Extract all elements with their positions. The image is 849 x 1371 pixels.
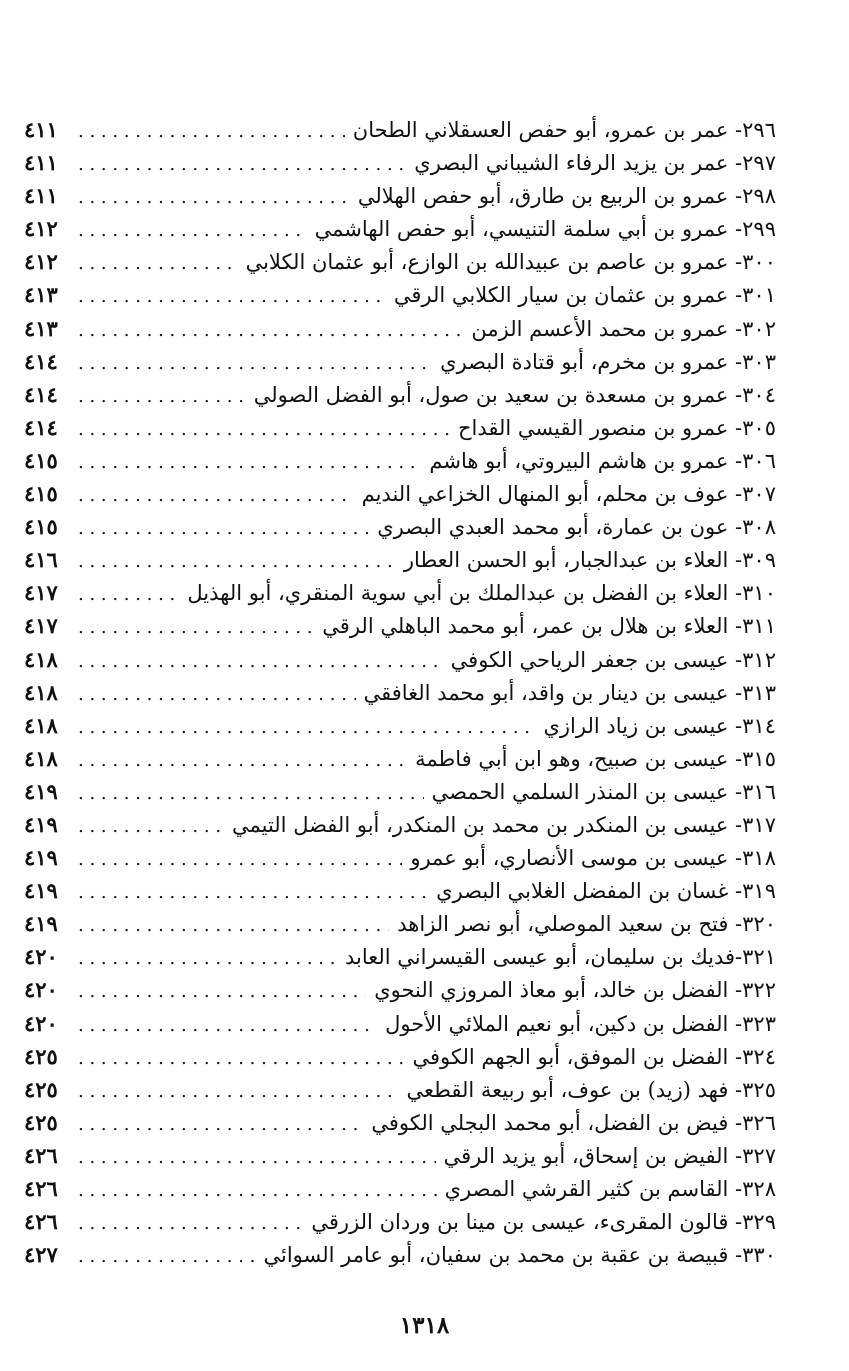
entry-title: ٣١٩- غسان بن المفضل الغلابي البصري — [436, 879, 776, 904]
index-entry — [24, 676, 776, 709]
entry-page-number: ٤٢٠ — [24, 944, 58, 970]
dot-leader — [68, 611, 314, 644]
entry-page-number: ٤١٤ — [24, 348, 58, 374]
index-entry — [24, 775, 776, 808]
index-entry — [24, 841, 776, 874]
entry-page-number: ٤١٨ — [24, 745, 58, 771]
entry-title: ٣١٥- عيسى بن صبيح، وهو ابن أبي فاطمة — [415, 746, 776, 771]
entry-title: ٣٠٥- عمرو بن منصور القيسي القداح — [457, 415, 776, 440]
index-entry — [24, 1172, 776, 1205]
index-entry — [24, 1040, 776, 1073]
entry-title: ٣١٦- عيسى بن المنذر السلمي الحمصي — [431, 779, 776, 804]
dot-leader — [68, 1207, 303, 1240]
dot-leader — [68, 777, 424, 810]
page-number: ١٣١٨ — [399, 1312, 450, 1339]
index-entry — [24, 113, 776, 146]
entry-title: ٣٠١- عمرو بن عثمان بن سيار الكلابي الرقي — [393, 283, 776, 308]
dot-leader — [68, 314, 463, 347]
entry-title: ٣٢١-فديك بن سليمان، أبو عيسى القيسراني العابد — [344, 945, 776, 970]
index-entry — [24, 179, 776, 212]
index-entry — [24, 345, 776, 378]
entry-title: ٣١٧- عيسى بن المنكدر بن محمد بن المنكدر، أبو الفضل التيمي — [231, 812, 776, 837]
entry-title: ٣٠٢- عمرو بن محمد الأعسم الزمن — [471, 316, 776, 341]
entry-page-number: ٤١٩ — [24, 911, 58, 937]
index-entry — [24, 609, 776, 642]
entry-title: ٣١١- العلاء بن هلال بن عمر، أبو محمد الباهلي الرقي — [322, 614, 776, 639]
index-entry — [24, 411, 776, 444]
entry-title: ٢٩٦- عمر بن عمرو، أبو حفص العسقلاني الطحان — [352, 118, 776, 142]
entry-title: ٣٠٠- عمرو بن عاصم بن عبيدالله بن الوازع، أبو عثمان الكلابي — [245, 250, 776, 275]
entry-page-number: ٤١٩ — [24, 811, 58, 837]
index-entry — [24, 477, 776, 510]
entry-page-number: ٤١٥ — [24, 514, 58, 540]
entry-page-number: ٤٢٠ — [24, 1010, 58, 1036]
index-entry — [24, 278, 776, 311]
dot-leader — [68, 942, 337, 975]
entry-page-number: ٤١٤ — [24, 381, 58, 407]
dot-leader — [68, 1042, 404, 1075]
dot-leader — [68, 744, 407, 777]
entry-page-number: ٤١٦ — [24, 547, 58, 573]
index-entry — [24, 1139, 776, 1172]
dot-leader — [68, 247, 238, 280]
entry-page-number: ٤٢٧ — [24, 1242, 58, 1268]
entry-page-number: ٤١٩ — [24, 878, 58, 904]
entry-title: ٣٢٤- الفضل بن الموفق، أبو الجهم الكوفي — [412, 1044, 776, 1069]
dot-leader — [68, 909, 389, 942]
entry-title: ٣٢٣- الفضل بن دكين، أبو نعيم الملائي الأحول — [385, 1011, 776, 1036]
dot-leader — [68, 645, 443, 678]
entry-title: ٣٢٠- فتح بن سعيد الموصلي، أبو نصر الزاهد — [397, 912, 776, 937]
entry-title: ٣٢٩- قالون المقرىء، عيسى بن مينا بن وردان الزرقي — [311, 1210, 776, 1235]
index-entry — [24, 212, 776, 245]
index-entry — [24, 378, 776, 411]
index-entry — [24, 1007, 776, 1040]
index-entry — [24, 709, 776, 742]
dot-leader — [68, 876, 428, 909]
dot-leader — [68, 975, 366, 1008]
entry-page-number: ٤١٩ — [24, 845, 58, 871]
dot-leader — [68, 578, 179, 611]
index-list — [24, 113, 776, 1271]
entry-title: ٢٩٩- عمرو بن أبي سلمة التنيسي، أبو حفص الهاشمي — [314, 217, 776, 242]
dot-leader — [68, 1075, 398, 1108]
entry-page-number: ٤١٨ — [24, 679, 58, 705]
index-entry — [24, 808, 776, 841]
entry-page-number: ٤٢٦ — [24, 1176, 58, 1201]
entry-page-number: ٤١٥ — [24, 481, 58, 507]
dot-leader — [68, 148, 406, 181]
dot-leader — [68, 711, 535, 744]
index-entry — [24, 576, 776, 609]
entry-title: ٣٠٣- عمرو بن مخرم، أبو قتادة البصري — [440, 349, 776, 374]
entry-title: ٣١٠- العلاء بن الفضل بن عبدالملك بن أبي سوية المنقري، أبو الهذيل — [187, 581, 776, 606]
entry-title: ٣٢٨- القاسم بن كثير القرشي المصري — [444, 1177, 776, 1201]
entry-page-number: ٤١٢ — [24, 216, 58, 242]
entry-page-number: ٤١٧ — [24, 580, 58, 606]
entry-page-number: ٤١٨ — [24, 712, 58, 738]
entry-page-number: ٤٢٥ — [24, 1043, 58, 1069]
entry-page-number: ٤٢٦ — [24, 1209, 58, 1235]
dot-leader — [68, 545, 396, 578]
entry-page-number: ٤٢٦ — [24, 1142, 58, 1168]
dot-leader — [68, 479, 354, 512]
dot-leader — [68, 115, 345, 148]
dot-leader — [68, 678, 356, 711]
dot-leader — [68, 1240, 255, 1273]
entry-title: ٢٩٨- عمرو بن الربيع بن طارق، أبو حفص الهلالي — [357, 184, 776, 209]
entry-page-number: ٤١٣ — [24, 315, 58, 341]
entry-page-number: ٤١٣ — [24, 282, 58, 308]
dot-leader — [68, 1174, 437, 1207]
dot-leader — [68, 512, 369, 545]
entry-title: ٣٠٨- عون بن عمارة، أبو محمد العبدي البصري — [377, 515, 776, 540]
index-entry — [24, 1205, 776, 1238]
index-entry — [24, 543, 776, 576]
entry-title: ٣٢٦- فيض بن الفضل، أبو محمد البجلي الكوفي — [371, 1110, 776, 1135]
dot-leader — [68, 810, 224, 843]
entry-title: ٣١٤- عيسى بن زياد الرازي — [543, 713, 776, 738]
dot-leader — [68, 347, 432, 380]
dot-leader — [68, 1108, 363, 1141]
entry-page-number: ٤٢٥ — [24, 1109, 58, 1135]
entry-page-number: ٤١٥ — [24, 447, 58, 473]
entry-title: ٣٠٧- عوف بن محلم، أبو المنهال الخزاعي النديم — [361, 482, 776, 507]
entry-title: ٣٠٤- عمرو بن مسعدة بن سعيد بن صول، أبو الفضل الصولي — [253, 382, 776, 407]
index-entry — [24, 940, 776, 973]
index-entry — [24, 907, 776, 940]
index-entry — [24, 874, 776, 907]
entry-page-number: ٤١٢ — [24, 249, 58, 275]
entry-title: ٣٢٢- الفضل بن خالد، أبو معاذ المروزي النحوي — [374, 978, 776, 1003]
index-entry — [24, 1106, 776, 1139]
entry-page-number: ٤١٤ — [24, 414, 58, 440]
dot-leader — [68, 214, 307, 247]
index-entry — [24, 1238, 776, 1271]
entry-page-number: ٤٢٥ — [24, 1076, 58, 1102]
index-entry — [24, 444, 776, 477]
index-entry — [24, 510, 776, 543]
entry-title: ٣١٣- عيسى بن دينار بن واقد، أبو محمد الغافقي — [363, 680, 776, 705]
entry-title: ٣٠٩- العلاء بن عبدالجبار، أبو الحسن العطار — [403, 548, 776, 573]
entry-title: ٣٣٠- قبيصة بن عقبة بن محمد بن سفيان، أبو عامر السوائي — [263, 1243, 776, 1268]
index-entry — [24, 146, 776, 179]
dot-leader — [68, 843, 402, 876]
index-entry — [24, 312, 776, 345]
entry-page-number: ٤١١ — [24, 150, 58, 176]
entry-page-number: ٤٢٠ — [24, 977, 58, 1003]
entry-title: ٣١٢- عيسى بن جعفر الرياحي الكوفي — [450, 647, 776, 672]
dot-leader — [68, 181, 350, 214]
entry-page-number: ٤١١ — [24, 183, 58, 209]
index-entry — [24, 742, 776, 775]
entry-page-number: ٤١٨ — [24, 646, 58, 672]
dot-leader — [68, 1009, 377, 1042]
index-entry — [24, 1073, 776, 1106]
entry-page-number: ٤١٩ — [24, 778, 58, 804]
entry-title: ٣٢٧- الفيض بن إسحاق، أبو يزيد الرقي — [443, 1143, 776, 1168]
index-entry — [24, 973, 776, 1006]
entry-page-number: ٤١١ — [24, 117, 58, 142]
dot-leader — [68, 380, 246, 413]
index-entry — [24, 245, 776, 278]
entry-page-number: ٤١٧ — [24, 613, 58, 639]
entry-title: ٢٩٧- عمر بن يزيد الرفاء الشيباني البصري — [414, 151, 776, 176]
dot-leader — [68, 446, 421, 479]
dot-leader — [68, 1141, 436, 1174]
entry-title: ٣٢٥- فهد (زيد) بن عوف، أبو ربيعة القطعي — [406, 1077, 776, 1102]
index-entry — [24, 643, 776, 676]
entry-title: ٣١٨- عيسى بن موسى الأنصاري، أبو عمرو — [410, 846, 776, 871]
entry-title: ٣٠٦- عمرو بن هاشم البيروتي، أبو هاشم — [429, 448, 776, 473]
dot-leader — [68, 413, 450, 446]
dot-leader — [68, 280, 386, 313]
